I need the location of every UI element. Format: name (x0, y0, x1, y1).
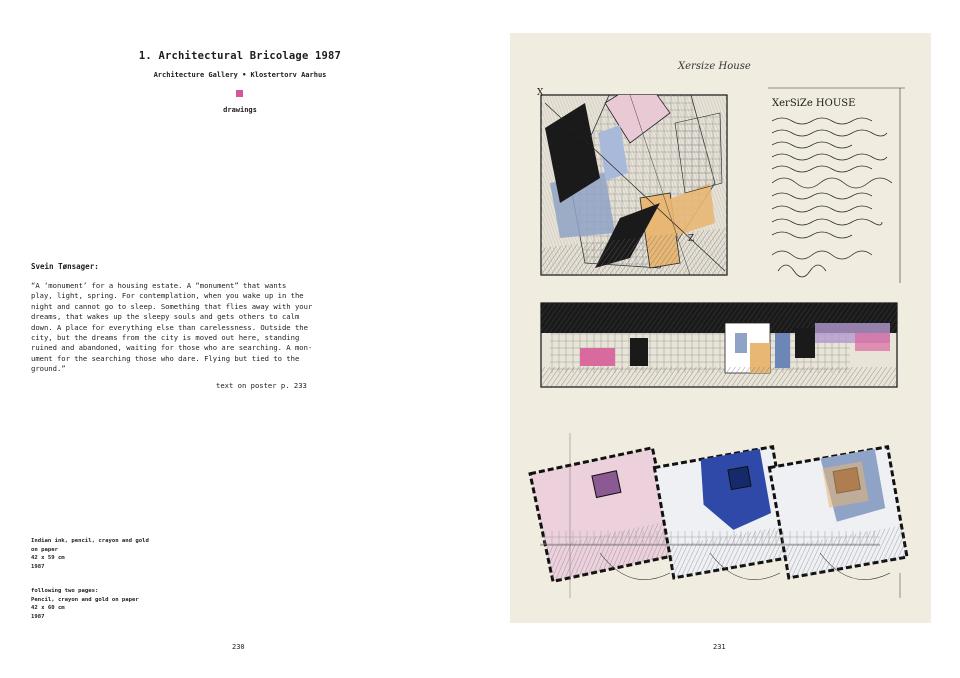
quote-line: ument for the searching those who dare. Flying but tied to the (31, 353, 300, 363)
caption-line: 42 x 60 cm (31, 605, 65, 612)
middle-elevation-drawing (541, 303, 897, 387)
caption-line: on paper (31, 546, 58, 553)
caption-line: Indian ink, pencil, crayon and gold (31, 538, 149, 544)
top-perspective-drawing (537, 73, 727, 275)
quote-line: ruined and abandoned, waiting for those who are searching. A mon- (31, 343, 313, 353)
quote-line: night and cannot go to sleep. Something that flies away with your (31, 301, 313, 311)
quote-line: dreams, that wakes up the sleepy souls and gets others to calm (31, 312, 300, 322)
quote-line: city, but the dreams from the city is moved out here, standing (31, 333, 300, 343)
caption-line: 42 x 59 cm (31, 555, 65, 562)
quote-line: down. A place for everything else than carelessness. Outside the (31, 322, 308, 332)
page-number-left: 230 (232, 643, 245, 651)
caption-line: Pencil, crayon and gold on paper (31, 596, 139, 603)
quote-text (31, 281, 313, 375)
category-label: drawings (223, 106, 257, 114)
architectural-drawing (510, 33, 931, 623)
quote-source: text on poster p. 233 (216, 381, 307, 390)
svg-text:X: X (537, 88, 544, 98)
page-title: 1. Architectural Bricolage 1987 (138, 50, 342, 62)
artwork-caption (31, 537, 149, 571)
caption-line: following two pages: (31, 588, 99, 594)
quote-line: play, light, spring. For contemplation, when you wake up in the (31, 291, 304, 301)
quote-line: “A ‘monument’ for a housing estate. A “monument” that wants (31, 281, 287, 290)
caption-line: 1987 (31, 613, 45, 620)
quote-line: ground.” (31, 364, 66, 374)
drawing-note-title: XerSiZe HOUSE (772, 98, 856, 109)
caption-line: 1987 (31, 563, 45, 570)
page-number-right: 231 (713, 643, 726, 651)
quote-author: Svein Tønsager: (31, 262, 99, 271)
following-pages-caption (31, 587, 139, 621)
drawing-svg (510, 33, 931, 623)
svg-text:Z: Z (688, 234, 695, 244)
category-color-swatch (236, 90, 243, 97)
venue-line: Architecture Gallery • Klostertorv Aarhus (153, 71, 327, 79)
drawing-sheet-title: Xersize House (678, 61, 751, 72)
